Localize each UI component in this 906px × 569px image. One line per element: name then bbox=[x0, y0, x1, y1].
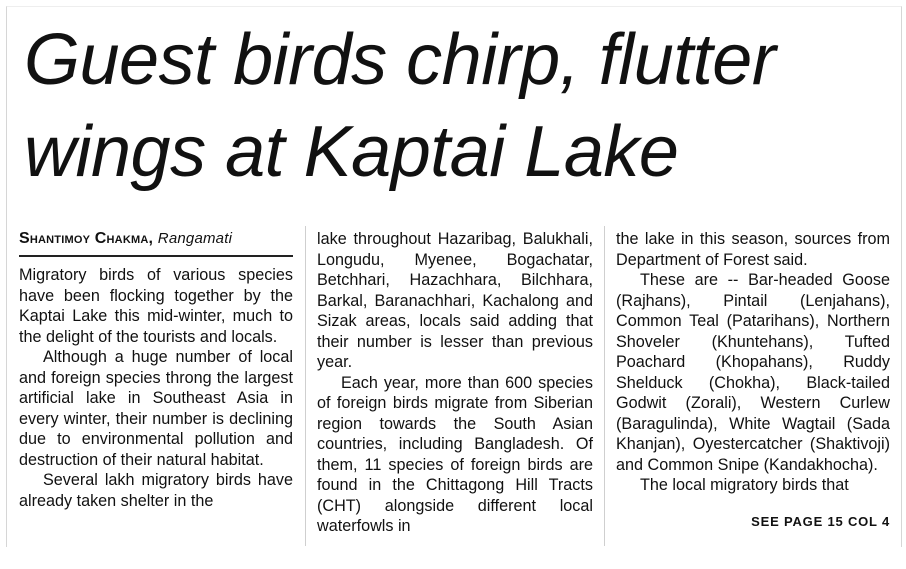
article-column-3 bbox=[616, 229, 890, 496]
paragraph: The local migratory birds that bbox=[640, 476, 849, 494]
column-divider bbox=[604, 226, 605, 546]
byline bbox=[19, 229, 293, 257]
headline-line-1: Guest birds chirp, flutter bbox=[24, 20, 776, 100]
continued-on-page-label: SEE PAGE 15 COL 4 bbox=[751, 514, 890, 529]
paragraph: Migratory birds of various species have been flocking together by the Kaptai Lake this mid-winter, much to the delight of the tourists and locals. bbox=[19, 266, 293, 346]
article-column-1 bbox=[19, 229, 293, 511]
byline-author: Shantimoy Chakma, bbox=[19, 230, 154, 247]
paragraph: the lake in this season, sources from Department of Forest said. bbox=[616, 230, 890, 269]
paragraph: Each year, more than 600 species of foreign birds migrate from Siberian region towards the South Asian countries, including Bangladesh. Of them, 11 species of foreign birds are found in the Chittagong Hill Tracts (CHT) alongside different local waterfowls in bbox=[317, 373, 593, 535]
byline-location: Rangamati bbox=[157, 230, 233, 247]
paragraph: Several lakh migratory birds have already taken shelter in the bbox=[19, 471, 293, 510]
paragraph: lake throughout Hazaribag, Balukhali, Longudu, Myenee, Bogachatar, Betchhari, Hazachhara, Bilchhara, Barkal, Baranachhari, Kachalong and Sizak areas, locals said adding that their number is lesser than previous year. bbox=[317, 230, 593, 371]
paragraph: These are -- Bar-headed Goose (Rajhans), Pintail (Lenjahans), Common Teal (Patarihans), Northern Shoveler (Khuntehans), Tufted Poachard (Khopahans), Ruddy Shelduck (Chokha), Black-tailed Godwit (Zorali), Western Curlew (Baragulinda), White Wagtail (Sada Khanjan), Oyestercatcher (Shaktivoji) and Common Snipe (Kandakhocha). bbox=[616, 271, 890, 474]
article-column-2 bbox=[317, 229, 593, 537]
column-divider bbox=[305, 226, 306, 546]
headline bbox=[24, 14, 894, 198]
paragraph: Although a huge number of local and foreign species throng the largest artificial lake in Southeast Asia in every winter, their number is declining due to environmental pollution and destruction of their natural habitat. bbox=[19, 348, 293, 469]
headline-line-2: wings at Kaptai Lake bbox=[24, 112, 679, 192]
